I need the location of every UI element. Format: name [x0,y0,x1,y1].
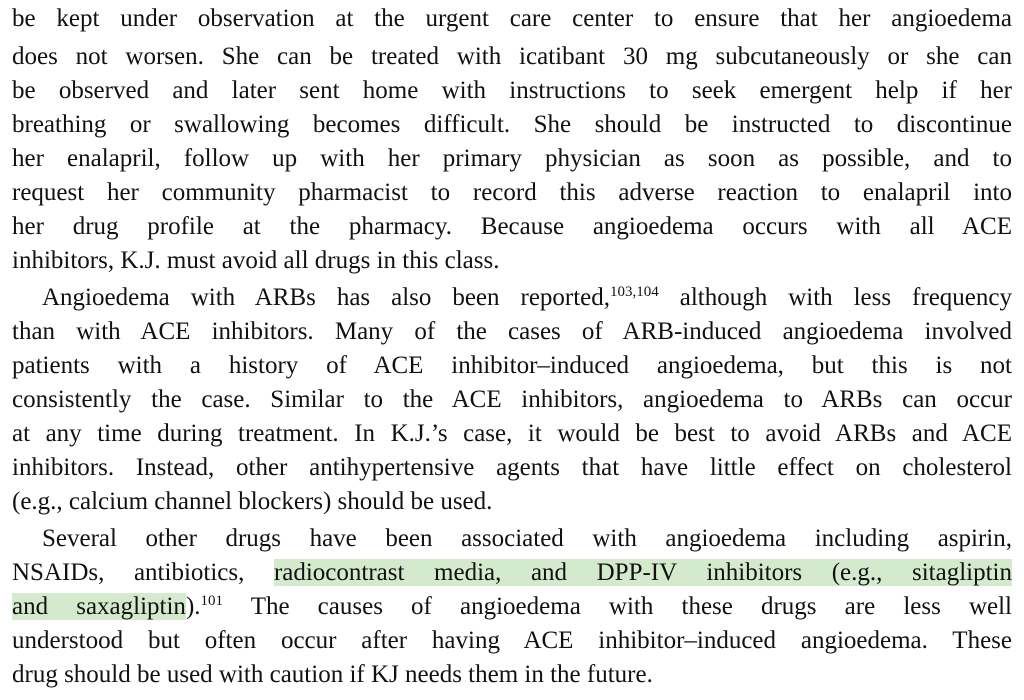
text-line: at any time during treatment. In K.J.’s case, it would be best to avoid ARBs and ACE [12,420,1012,447]
text-line: consistently the case. Similar to the ACE inhibitors, angioedema to ARBs can occur [12,386,1012,413]
text-line: understood but often occur after having ACE inhibitor–induced angioedema. These [12,627,1012,654]
text-line: request her community pharmacist to record this adverse reaction to enalapril into [12,179,1012,206]
text-line: than with ACE inhibitors. Many of the cases of ARB-induced angioedema involved [12,318,1012,345]
highlighted-text: and saxagliptin [12,593,186,620]
text-line: her enalapril, follow up with her primary physician as soon as possible, and to [12,145,1012,172]
text-line: (e.g., calcium channel blockers) should be used. [12,488,493,515]
paragraph-first-line: Several other drugs have been associated with angioedema including aspirin, [42,525,1012,552]
text-line [12,590,1012,624]
citation-superscript: 101 [200,593,224,609]
citation-superscript: 103,104 [610,284,659,300]
text-segment: Angioedema with ARBs has also been reported, [42,284,611,311]
text-segment: NSAIDs, antibiotics, [12,559,274,586]
text-segment: although with less frequency [658,284,1012,311]
highlighted-text: radiocontrast media, and DPP-IV inhibitors (e.g., sitagliptin [273,559,1012,586]
text-line: be kept under observation at the urgent care center to ensure that her angioedema [12,5,1012,32]
text-line: drug should be used with caution if KJ needs them in the future. [12,661,653,688]
text-line: inhibitors, K.J. must avoid all drugs in this class. [12,247,500,274]
text-segment: ). [185,593,201,620]
text-line: her drug profile at the pharmacy. Because angioedema occurs with all ACE [12,213,1012,240]
text-line: patients with a history of ACE inhibitor–induced angioedema, but this is not [12,352,1012,379]
text-line: does not worsen. She can be treated with icatibant 30 mg subcutaneously or she can [12,43,1012,70]
text-line [12,556,1012,590]
text-line: breathing or swallowing becomes difficult. She should be instructed to discontinue [12,111,1012,138]
text-line: be observed and later sent home with instructions to seek emergent help if her [12,77,1012,104]
text-line: inhibitors. Instead, other antihypertensive agents that have little effect on cholesterol [12,454,1012,481]
paragraph-first-line [42,281,1012,315]
text-segment: The causes of angioedema with these drugs are less well [223,593,1012,620]
